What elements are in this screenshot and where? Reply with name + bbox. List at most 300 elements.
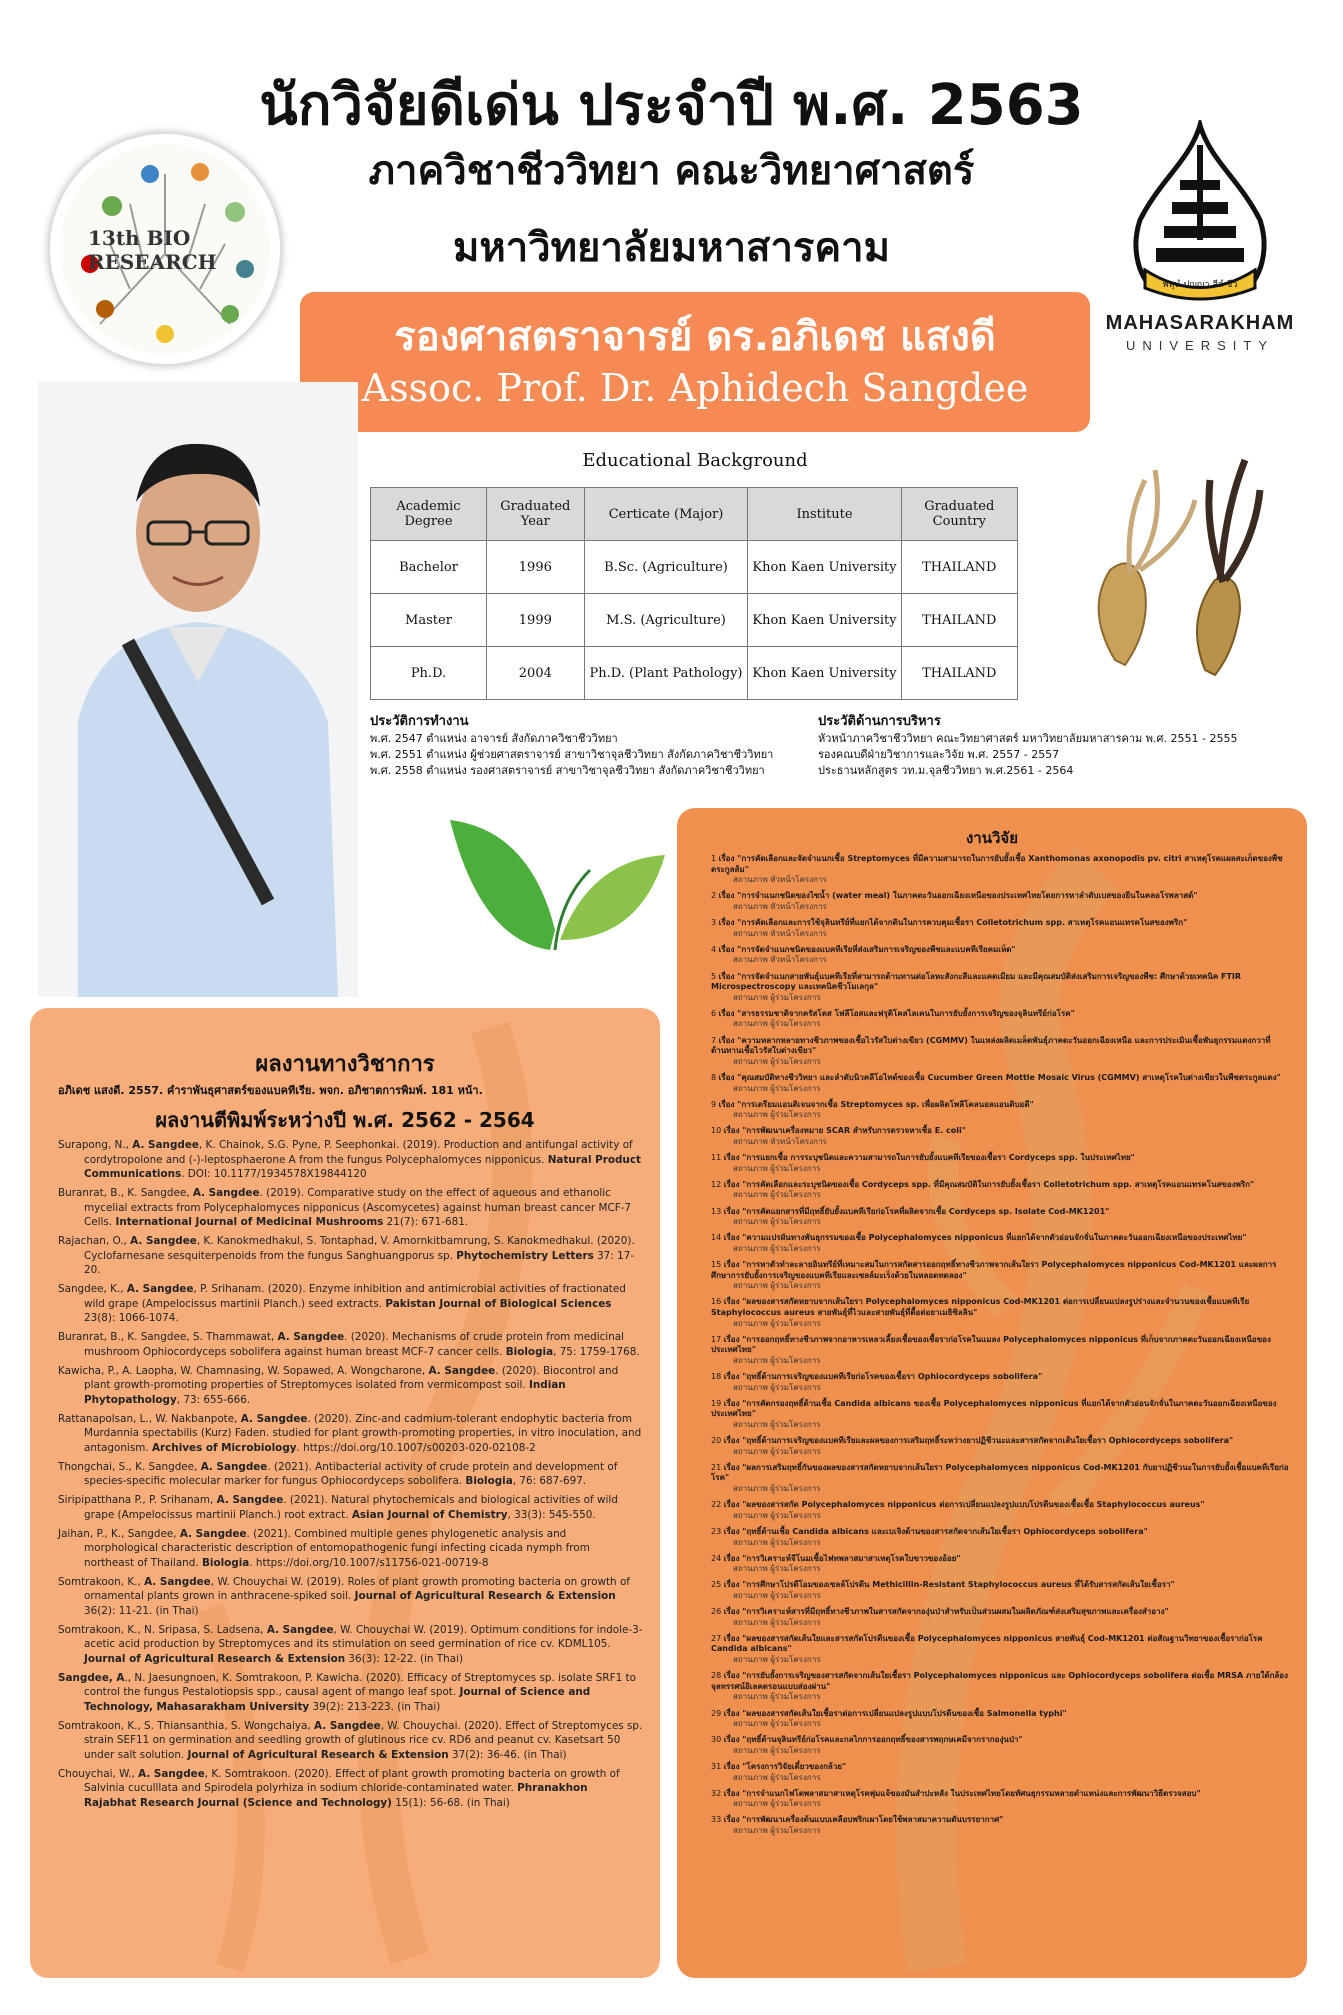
research-item xyxy=(711,1372,1291,1393)
status-value: ผู้ร่วมโครงการ xyxy=(770,1564,821,1574)
publication-text: Chouychai, W., xyxy=(58,1767,139,1780)
status-label: สถานภาพ xyxy=(733,1446,768,1456)
research-item xyxy=(711,1436,1291,1457)
research-status xyxy=(711,1655,1291,1666)
col-country: Graduated Country xyxy=(901,488,1017,541)
research-number: 20 xyxy=(711,1436,722,1446)
status-value: ผู้ร่วมโครงการ xyxy=(770,1484,821,1494)
research-status xyxy=(711,1447,1291,1458)
status-label: สถานภาพ xyxy=(733,1281,768,1291)
research-title: เรื่อง "การหาตัวทำละลายอินทรีย์ที่เหมาะสมในการสกัดสารออกฤทธิ์ทางชีวภาพจากเส้นใยรา Polycephalomyces nipponicus Cod-MK1201 และผลการศึกษาการยับยั้งการเจริญของแบคทีเรียและเซลล์มะเร็งด้วยในหลอดทดลอง" xyxy=(711,1260,1277,1280)
bio-research-badge xyxy=(48,132,282,366)
research-title: เรื่อง "ผลของสารสกัด Polycephalomyces nipponicus ต่อการเปลี่ยนแปลงรูปแบบโปรตีนของเชื้อเชื้อ Staphylococcus aureus" xyxy=(723,1500,1205,1510)
status-value: ผู้ร่วมโครงการ xyxy=(770,1799,821,1809)
research-status xyxy=(711,993,1291,1004)
publication-text: Buranrat, B., K. Sangdee, xyxy=(58,1187,193,1199)
publications-heading: ผลงานตีพิมพ์ระหว่างปี พ.ศ. 2562 - 2564 xyxy=(155,1108,535,1132)
status-label: สถานภาพ xyxy=(733,1692,768,1702)
research-title: เรื่อง "การออกฤทธิ์ทางชีวภาพจากอาหารเหลวเลี้ยงเชื้อของเชื้อราก่อโรคในแมลง Polycephalomyces nipponicus ที่เก็บจากภาคตะวันออกเฉียงเหนือของประเทศไทย" xyxy=(711,1334,1271,1355)
research-title: เรื่อง "การคัดเลือกและระบุชนิดของเชื้อ Cordyceps spp. ที่มีคุณสมบัติในการยับยั้งเชื้อรา Colletotrichum spp. สาเหตุโรคแอนแทรคโนสของพริก" xyxy=(723,1179,1255,1189)
research-title: เรื่อง "การศึกษาโปรตีโอมของเซลล์โปรตีน Methicillin-Resistant Staphylococcus aureus ที่ได้รับสารสกัดเส้นใยเชื้อรา" xyxy=(723,1580,1175,1590)
status-value: ผู้ร่วมโครงการ xyxy=(770,1243,821,1253)
research-item xyxy=(711,1126,1291,1147)
research-item xyxy=(711,1709,1291,1730)
publication-text: Sangdee, K., xyxy=(58,1283,127,1295)
publication-list xyxy=(58,1138,643,1815)
publication-text: 39(2): 213-223. (in Thai) xyxy=(309,1700,441,1713)
research-item xyxy=(711,1607,1291,1628)
work-history-title: ประวัติการทำงาน xyxy=(370,714,469,729)
cell: Master xyxy=(371,594,487,647)
research-title: เรื่อง "การคัดเลือกและการใช้จุลินทรีย์ที่แยกได้จากดินในการควบคุมเชื้อรา Colletotrichum spp. สาเหตุโรคแอนแทรคโนสของพริก" xyxy=(718,918,1188,928)
research-status xyxy=(711,955,1291,966)
research-status xyxy=(711,1190,1291,1201)
publication-text: Rajachan, O., xyxy=(58,1235,131,1247)
publication-text: . (2021). Combined multiple genes phylogenetic analysis and morphological characteristic description of entomopathogenic fungi infecting cicada nymph from northeast of Thailand. xyxy=(84,1527,590,1569)
publication-text: , W. Chouychai. (2020). Effect of Streptomyces sp. strain SEF11 on germination and seedling growth of glutinous rice cv. RD6 and peanut cv. Kasetsart 50 under salt solution. xyxy=(84,1719,643,1761)
research-status xyxy=(711,1383,1291,1394)
publication-item xyxy=(58,1282,643,1326)
publication-text: Somtrakoon, K., N. Sripasa, S. Ladsena, xyxy=(58,1623,267,1636)
research-list xyxy=(711,854,1291,1842)
research-status xyxy=(711,1538,1291,1549)
status-label: สถานภาพ xyxy=(733,1355,768,1365)
research-title: เรื่อง "ความหลากหลายทางชีวภาพของเชื้อไวรัสใบด่างเขียว (CGMMV) ในแหล่งผลิตเมล็ดพันธุ์ภาคตะวันออกเฉียงเหนือ และการประเมินเชื้อพันธุกรรมแตงกวาที่ต้านทานเชื้อไวรัสใบด่างเขียว" xyxy=(711,1035,1271,1056)
status-label: สถานภาพ xyxy=(733,1655,768,1665)
research-status xyxy=(711,1484,1291,1495)
cell: Bachelor xyxy=(371,541,487,594)
publication-text: 21(7): 671-681. xyxy=(383,1216,469,1228)
status-value: ผู้ร่วมโครงการ xyxy=(770,1590,821,1600)
status-value: ผู้ร่วมโครงการ xyxy=(770,1537,821,1547)
cell: THAILAND xyxy=(901,541,1017,594)
status-label: สถานภาพ xyxy=(733,1719,768,1729)
research-number: 3 xyxy=(711,918,717,928)
col-certificate: Certicate (Major) xyxy=(584,488,748,541)
col-year: Graduated Year xyxy=(486,488,584,541)
publication-bold: Archives of Microbiology xyxy=(151,1441,297,1454)
publication-text: . (2021). Natural phytochemicals and biological activities of wild grape (Ampelocissus martinii Planch.) root extract. xyxy=(84,1494,618,1521)
status-value: ผู้ร่วมโครงการ xyxy=(770,1355,821,1365)
publication-bold: Journal of Agricultural Research & Extension xyxy=(354,1590,616,1602)
status-label: สถานภาพ xyxy=(733,1510,768,1520)
publication-bold: A. Sangdee xyxy=(179,1527,247,1540)
research-item xyxy=(711,945,1291,966)
research-title: เรื่อง "การพัฒนาเครื่องต้นแบบเคลือบพริกเผาโดยใช้พลาสมาความดันบรรยากาศ" xyxy=(723,1815,1004,1825)
status-value: ผู้ร่วมโครงการ xyxy=(770,1510,821,1520)
cell: Khon Kaen University xyxy=(748,594,901,647)
research-item xyxy=(711,1233,1291,1254)
research-title: เรื่อง "การยับยั้งการเจริญของสารสกัดจากเส้นใยเชื้อรา Polycephalomyces nipponicus และ Ophiocordyceps sobolifera ต่อเชื้อ MRSA ภายใต้กล้องจุลทรรศน์อิเลคตรอนแบบส่องผ่าน" xyxy=(711,1671,1289,1691)
research-title: เรื่อง "การวิเคราะห์จีโนมเชื้อไฟทพลาสมาสาเหตุโรคใบขาวของอ้อย" xyxy=(723,1553,961,1563)
status-value: ผู้ร่วมโครงการ xyxy=(770,1110,821,1120)
research-item xyxy=(711,1100,1291,1121)
research-number: 7 xyxy=(711,1035,717,1045)
table-row xyxy=(371,594,1018,647)
research-status xyxy=(711,1746,1291,1757)
publication-text: Jaihan, P., K., Sangdee, xyxy=(58,1527,180,1540)
publication-text: Siripipatthana P., P. Srihanam, xyxy=(58,1494,217,1506)
research-number: 26 xyxy=(711,1607,722,1617)
research-number: 30 xyxy=(711,1735,722,1745)
status-label: สถานภาพ xyxy=(733,1056,768,1066)
research-item xyxy=(711,1815,1291,1836)
publication-item xyxy=(58,1527,643,1571)
research-number: 4 xyxy=(711,944,717,954)
research-status xyxy=(711,1137,1291,1148)
publication-item xyxy=(58,1575,643,1619)
academic-book: อภิเดช แสงดี. 2557. คำราพันธุศาสตร์ของแบคทีเรีย. พจก. อภิชาตการพิมพ์. 181 หน้า. xyxy=(58,1084,483,1097)
status-label: สถานภาพ xyxy=(733,1799,768,1809)
status-value: ผู้ร่วมโครงการ xyxy=(770,1163,821,1173)
university-emblem-icon xyxy=(1100,120,1300,310)
publication-text: Surapong, N., xyxy=(58,1139,133,1151)
research-number: 33 xyxy=(711,1815,722,1825)
publication-bold: A. Sangdee xyxy=(132,1139,199,1151)
research-status xyxy=(711,1084,1291,1095)
research-title: เรื่อง "ผลของสารสกัดหยาบจากเส้นใยรา Polycephalomyces nipponicus Cod-MK1201 ต่อการเปลี่ยนแปลงรูปร่างและจำนวนของเชื้อแบคทีเรีย Staphylococcus aureus สายพันธุ์ที่ไวและสายพันธุ์ที่ดื้อต่อยาเมธิซิลลิน" xyxy=(711,1297,1250,1317)
publication-text: 36(3): 12-22. (in Thai) xyxy=(345,1652,464,1665)
research-status xyxy=(711,1618,1291,1629)
status-label: สถานภาพ xyxy=(733,1190,768,1200)
status-value: ผู้ร่วมโครงการ xyxy=(770,1446,821,1456)
publication-bold: A. Sangdee xyxy=(126,1283,194,1295)
research-item xyxy=(711,972,1291,1004)
status-label: สถานภาพ xyxy=(733,1617,768,1627)
research-title: เรื่อง "ผลของสารสกัดเส้นใยและสารสกัดโปรตีนของเชื้อ Polycephalomyces nipponicus สายพันธุ์ Cod-MK1201 ต่อสัณฐานวิทยาของเชื้อราก่อโรค Candida albicans" xyxy=(711,1633,1263,1654)
publication-text: Kawicha, P., A. Laopha, W. Chamnasing, W. Sopawed, A. Wongcharone, xyxy=(58,1364,429,1377)
researcher-name-thai: รองศาสตราจารย์ ดร.อภิเดช แสงดี xyxy=(394,314,996,360)
publication-text: , 75: 1759-1768. xyxy=(553,1345,640,1358)
research-title: เรื่อง "การแยกเชื้อ การระบุชนิดและความสามารถในการยับยั้งแบคทีเรียของเชื้อรา Cordyceps spp. ในประเทศไทย" xyxy=(723,1153,1135,1163)
publication-text: 37: 17-20. xyxy=(84,1249,635,1276)
research-status xyxy=(711,1826,1291,1837)
status-label: สถานภาพ xyxy=(733,1318,768,1328)
research-item xyxy=(711,1789,1291,1810)
research-number: 21 xyxy=(711,1462,722,1472)
publication-bold: A. Sangdee xyxy=(130,1235,197,1247)
research-number: 24 xyxy=(711,1553,722,1563)
publication-bold: Asian Journal of Chemistry xyxy=(351,1508,508,1521)
publication-text: . (2020). Biocontrol and plant growth-promoting properties of Streptomyces isolated from vermicompost soil. xyxy=(84,1364,619,1391)
page-title: นักวิจัยดีเด่น ประจำปี พ.ศ. 2563 xyxy=(259,73,1084,138)
publication-bold: Journal of Agricultural Research & Extension xyxy=(187,1748,449,1761)
status-value: ผู้ร่วมโครงการ xyxy=(770,1655,821,1665)
publication-bold: Journal of Science and Technology, Mahasarakham University xyxy=(84,1686,591,1713)
status-value: ผู้ร่วมโครงการ xyxy=(770,1419,821,1429)
research-status xyxy=(711,1244,1291,1255)
status-label: สถานภาพ xyxy=(733,875,768,885)
research-title: เรื่อง "โครงการวิจัยเตี๋ยวของกล้วย" xyxy=(723,1761,847,1771)
research-title: เรื่อง "การวิเคราะห์สารที่มีฤทธิ์ทางชีวภาพในสารสกัดจากองุ่นป่าสำหรับเป็นส่วนผสมในผลิตภัณฑ์ส่งเสริมสุขภาพและเครื่องสำอาง" xyxy=(723,1607,1169,1617)
publication-text: 37(2): 36-46. (in Thai) xyxy=(448,1748,567,1761)
publication-text: , K. Kanokmedhakul, S. Tontaphad, V. Amornkitbamrung, S. Kanokmedhakul. (2020). Cyclofarnesane sesquiterpenoids from the fungus Sanghuangporus sp. xyxy=(84,1235,635,1262)
logo-motto: พหุนํ ปญฺญา สีลํ ชีวํ xyxy=(1162,280,1238,290)
research-title: เรื่อง "การจัดจำแนกสายพันธุ์แบคทีเรียที่สามารถต้านทานต่อโลหะสังกะสีและแคดเมียม และมีคุณสมบัติส่งเสริมการเจริญของพืช: ศึกษาด้วยเทคนิค FTIR Microspectroscopy และเทคนิคชีวโมเลกุล" xyxy=(711,971,1242,992)
researcher-name-english: Assoc. Prof. Dr. Aphidech Sangdee xyxy=(361,366,1029,410)
research-status xyxy=(711,1164,1291,1175)
status-value: ผู้ร่วมโครงการ xyxy=(770,1826,821,1836)
research-item xyxy=(711,1399,1291,1431)
research-item xyxy=(711,1260,1291,1292)
research-title: เรื่อง "ผลการเสริมฤทธิ์กันของผลของสารสกัดหยาบจากเส้นใยรา Polycephalomyces nipponicus Cod-MK1201 กับยาปฏิชีวนะในการยับยั้งเชื้อแบคทีเรียก่อโรค" xyxy=(711,1462,1289,1483)
publication-bold: Natural Product Communications xyxy=(84,1153,641,1180)
research-item xyxy=(711,1671,1291,1703)
admin-history xyxy=(818,710,1288,779)
research-status xyxy=(711,1110,1291,1121)
publication-bold: Biologia xyxy=(465,1475,513,1487)
publication-item xyxy=(58,1460,643,1489)
research-number: 32 xyxy=(711,1788,722,1798)
publication-text: Thongchai, S., K. Sangdee, xyxy=(58,1460,201,1473)
research-status xyxy=(711,1799,1291,1810)
status-label: สถานภาพ xyxy=(733,1217,768,1227)
col-degree: Academic Degree xyxy=(371,488,487,541)
research-item xyxy=(711,1735,1291,1756)
cell: 1996 xyxy=(486,541,584,594)
status-label: สถานภาพ xyxy=(733,1564,768,1574)
research-number: 9 xyxy=(711,1099,717,1109)
research-status xyxy=(711,1692,1291,1703)
research-title: เรื่อง "การเตรียมแอนติเจนจากเชื้อ Streptomyces sp. เพื่อผลิตโพลีโคลนอลแอนติบอดี" xyxy=(718,1099,1034,1109)
research-item xyxy=(711,1634,1291,1666)
research-number: 8 xyxy=(711,1072,717,1082)
publication-text: . https://doi.org/10.1007/s00203-020-02108-2 xyxy=(296,1441,536,1454)
cell: 2004 xyxy=(486,647,584,700)
research-number: 23 xyxy=(711,1526,722,1536)
publication-text: Somtrakoon, K., S. Thiansanthia, S. Wongchaiya, xyxy=(58,1719,315,1732)
publication-item xyxy=(58,1364,643,1408)
research-number: 31 xyxy=(711,1761,722,1771)
research-title: เรื่อง "คุณสมบัติทางชีววิทยา และลำดับนิวคลีโอไทด์ของเชื้อ Cucumber Green Mottle Mosaic Virus (CGMMV) สาเหตุโรคใบด่างเขียวในพืชตระกูลแตง" xyxy=(718,1072,1281,1082)
publication-bold: A. Sangdee xyxy=(314,1719,381,1732)
research-item xyxy=(711,1762,1291,1783)
research-number: 15 xyxy=(711,1260,722,1270)
status-value: ผู้ร่วมโครงการ xyxy=(770,1056,821,1066)
cell: M.S. (Agriculture) xyxy=(584,594,748,647)
publication-item xyxy=(58,1767,643,1811)
cell: THAILAND xyxy=(901,594,1017,647)
status-label: สถานภาพ xyxy=(733,1772,768,1782)
list-item: รองคณบดีฝ่ายวิชาการและวิจัย พ.ศ. 2557 - 2557 xyxy=(818,748,1060,761)
publication-bold: Sangdee, A xyxy=(58,1671,125,1684)
research-number: 28 xyxy=(711,1671,722,1681)
badge-label: 13th BIO RESEARCH xyxy=(88,226,217,274)
research-number: 17 xyxy=(711,1334,722,1344)
cell: Ph.D. xyxy=(371,647,487,700)
publication-bold: Phytochemistry Letters xyxy=(456,1249,594,1262)
research-item xyxy=(711,1463,1291,1495)
research-title: เรื่อง "ฤทธิ์ต้านการเจริญของแบคทีเรียก่อโรคของเชื้อรา Ophiocordyceps sobolifera" xyxy=(723,1372,1043,1382)
research-title: เรื่อง "ฤทธิ์ต้านเชื้อ Candida albicans และเบเจิงต้านของสารสกัดจากเส้นใยเชื้อรา Ophiocordyceps sobolifera" xyxy=(723,1526,1148,1536)
publication-bold: A. Sangdee xyxy=(144,1575,211,1588)
cell: B.Sc. (Agriculture) xyxy=(584,541,748,594)
research-item xyxy=(711,891,1291,912)
status-value: ผู้ร่วมโครงการ xyxy=(770,1019,821,1029)
status-value: ผู้ร่วมโครงการ xyxy=(770,1281,821,1291)
publication-text: , W. Chouychai W. (2019). Roles of plant growth promoting bacteria on growth of ornamental plants grown in anthracene-spiked soil. xyxy=(84,1575,630,1602)
publication-bold: Phranakhon Rajabhat Research Journal (Science and Technology) xyxy=(84,1782,588,1809)
status-value: หัวหน้าโครงการ xyxy=(770,875,827,885)
status-label: สถานภาพ xyxy=(733,1537,768,1547)
logo-name: MAHASARAKHAM xyxy=(1105,312,1295,334)
education-title: Educational Background xyxy=(582,450,808,471)
research-number: 6 xyxy=(711,1008,717,1018)
admin-history-title: ประวัติด้านการบริหาร xyxy=(818,714,941,729)
research-item xyxy=(711,1073,1291,1094)
research-item xyxy=(711,1036,1291,1068)
publication-item xyxy=(58,1412,643,1456)
status-label: สถานภาพ xyxy=(733,1110,768,1120)
cell: Khon Kaen University xyxy=(748,541,901,594)
table-row xyxy=(371,541,1018,594)
publication-item xyxy=(58,1719,643,1763)
publication-bold: A. Sangdee xyxy=(240,1412,308,1425)
research-status xyxy=(711,1511,1291,1522)
status-value: ผู้ร่วมโครงการ xyxy=(770,1617,821,1627)
research-title: เรื่อง "การพัฒนาเครื่องหมาย SCAR สำหรับการตรวจหาเชื้อ E. coli" xyxy=(723,1126,966,1136)
research-status xyxy=(711,1319,1291,1330)
publication-item xyxy=(58,1186,643,1230)
person-illustration xyxy=(38,382,358,997)
researcher-photo xyxy=(38,382,358,997)
research-item xyxy=(711,1207,1291,1228)
cell: Khon Kaen University xyxy=(748,647,901,700)
publication-text: Buranrat, B., K. Sangdee, S. Thammawat, xyxy=(58,1331,278,1343)
status-value: หัวหน้าโครงการ xyxy=(770,1136,827,1146)
research-item xyxy=(711,1153,1291,1174)
list-item: พ.ศ. 2558 ตำแหน่ง รองศาสตราจารย์ สาขาวิชาจุลชีววิทยา สังกัดภาควิชาชีววิทยา xyxy=(370,764,765,777)
research-title: เรื่อง "การจัดจำแนกชนิดของแบคทีเรียที่ส่งเสริมการเจริญของพืชและแบคทีเรียคมเห็ด" xyxy=(718,944,1016,954)
research-number: 1 xyxy=(711,854,717,863)
status-label: สถานภาพ xyxy=(733,1826,768,1836)
publication-item xyxy=(58,1493,643,1522)
publication-bold: A. Sangdee xyxy=(138,1767,205,1780)
research-number: 2 xyxy=(711,891,717,901)
research-status xyxy=(711,1420,1291,1431)
publication-text: . (2020). Mechanisms of crude protein from medicinal mushroom Ophiocordyceps sobolifera against human breast MCF-7 cancer cells. xyxy=(84,1331,625,1358)
status-label: สถานภาพ xyxy=(733,955,768,965)
publication-text: . DOI: 10.1177/1934578X19844120 xyxy=(181,1168,367,1180)
status-label: สถานภาพ xyxy=(733,992,768,1002)
research-title: เรื่อง "การคัดแยกสารที่มีฤทธิ์ยับยั้งแบคทีเรียก่อโรคที่ผลิตจากเชื้อ Cordyceps sp. Isolate Cod-MK1201" xyxy=(723,1206,1110,1216)
col-institute: Institute xyxy=(748,488,901,541)
status-label: สถานภาพ xyxy=(733,1243,768,1253)
research-title: เรื่อง "การจำแนกไฟโตพลาสมาสาเหตุโรคพุ่มแจ้ของมันสำปะหลัง ในประเทศไทยโดยทัศนธุกรรมหลายตำแหน่งและการพัฒนาวิธีตรวจสอบ" xyxy=(723,1788,1201,1798)
publication-item xyxy=(58,1623,643,1667)
status-label: สถานภาพ xyxy=(733,1382,768,1392)
research-number: 22 xyxy=(711,1500,722,1510)
department-title: ภาควิชาชีววิทยา คณะวิทยาศาสตร์ xyxy=(368,148,975,194)
research-number: 10 xyxy=(711,1126,722,1136)
research-number: 14 xyxy=(711,1233,722,1243)
status-value: ผู้ร่วมโครงการ xyxy=(770,1217,821,1227)
status-value: ผู้ร่วมโครงการ xyxy=(770,1772,821,1782)
status-value: หัวหน้าโครงการ xyxy=(770,928,827,938)
status-label: สถานภาพ xyxy=(733,1083,768,1093)
publication-item xyxy=(58,1330,643,1359)
status-value: ผู้ร่วมโครงการ xyxy=(770,1692,821,1702)
research-title: เรื่อง "ผลของสารสกัดเส้นใยเชื้อราต่อการเปลี่ยนแปลงรูปแบบโปรตีนของเชื้อ Salmonella typhi" xyxy=(723,1708,1067,1718)
cell: 1999 xyxy=(486,594,584,647)
research-item xyxy=(711,1297,1291,1329)
status-value: ผู้ร่วมโครงการ xyxy=(770,1719,821,1729)
publication-item xyxy=(58,1671,643,1715)
research-number: 12 xyxy=(711,1179,722,1189)
publication-bold: A. Sangdee xyxy=(216,1494,284,1506)
fungus-illustration xyxy=(1055,440,1285,690)
status-value: ผู้ร่วมโครงการ xyxy=(770,1318,821,1328)
research-number: 18 xyxy=(711,1372,722,1382)
status-value: ผู้ร่วมโครงการ xyxy=(770,1382,821,1392)
research-status xyxy=(711,902,1291,913)
research-number: 19 xyxy=(711,1398,722,1408)
research-item xyxy=(711,854,1291,886)
leaf-illustration xyxy=(440,800,670,970)
status-value: ผู้ร่วมโครงการ xyxy=(770,992,821,1002)
list-item: พ.ศ. 2551 ตำแหน่ง ผู้ช่วยศาสตราจารย์ สาขาวิชาจุลชีววิทยา สังกัดภาควิชาชีววิทยา xyxy=(370,748,774,761)
publication-bold: A. Sangdee xyxy=(192,1187,260,1199)
publication-bold: A. Sangdee xyxy=(428,1364,496,1377)
publication-text: 15(1): 56-68. (in Thai) xyxy=(391,1796,510,1809)
research-status xyxy=(711,875,1291,886)
research-status xyxy=(711,1019,1291,1030)
research-status xyxy=(711,1591,1291,1602)
research-item xyxy=(711,1335,1291,1367)
list-item: ประธานหลักสูตร วท.ม.จุลชีววิทยา พ.ศ.2561 - 2564 xyxy=(818,764,1074,777)
research-number: 16 xyxy=(711,1297,722,1307)
status-label: สถานภาพ xyxy=(733,1163,768,1173)
status-label: สถานภาพ xyxy=(733,901,768,911)
research-item xyxy=(711,1527,1291,1548)
research-number: 27 xyxy=(711,1633,722,1643)
research-item xyxy=(711,1180,1291,1201)
publication-text: , 33(3): 545-550. xyxy=(507,1508,596,1521)
list-item: พ.ศ. 2547 ตำแหน่ง อาจารย์ สังกัดภาควิชาชีววิทยา xyxy=(370,732,618,745)
research-status xyxy=(711,1057,1291,1068)
status-label: สถานภาพ xyxy=(733,1019,768,1029)
academic-works-panel xyxy=(30,1008,660,1978)
cell: Ph.D. (Plant Pathology) xyxy=(584,647,748,700)
academic-heading: ผลงานทางวิชาการ xyxy=(255,1052,435,1077)
status-value: ผู้ร่วมโครงการ xyxy=(770,1745,821,1755)
publication-bold: A. Sangdee xyxy=(277,1331,345,1343)
publication-text: Rattanapolsan, L., W. Nakbanpote, xyxy=(58,1412,241,1425)
publication-text: , P. Srihanam. (2020). Enzyme inhibition and antimicrobial activities of fractionated wild grape (Ampelocissus martinii Planch.) seed extracts. xyxy=(84,1283,626,1310)
list-item: หัวหน้าภาควิชาชีววิทยา คณะวิทยาศาสตร์ มหาวิทยาลัยมหาสารคาม พ.ศ. 2551 - 2555 xyxy=(818,732,1238,745)
status-label: สถานภาพ xyxy=(733,1590,768,1600)
research-title: เรื่อง "การจำแนกชนิดของไซน้ำ (water meal) ในภาคตะวันออกเฉียงเหนือของประเทศไทยโดยการหาลำดับเบสของยีนในคลอโรพลาสต์" xyxy=(718,891,1198,901)
research-status xyxy=(711,929,1291,940)
university-title: มหาวิทยาลัยมหาสารคาม xyxy=(452,225,890,271)
research-item xyxy=(711,1009,1291,1030)
research-title: เรื่อง "ฤทธิ์ต้านจุลินทรีย์ก่อโรคและกลไกการออกฤทธิ์ของสารพฤกษเคมีจากรากองุ่นป่า" xyxy=(723,1735,1023,1745)
research-title: เรื่อง "ความแปรผันทางพันธุกรรมของเชื้อ Polycephalomyces nipponicus ที่แยกได้จากตัวอ่อนจักจั่นในภาคตะวันออกเฉียงเหนือของประเทศไทย" xyxy=(723,1233,1247,1243)
publication-text: , 73: 655-666. xyxy=(176,1393,251,1406)
table-row xyxy=(371,647,1018,700)
research-number: 29 xyxy=(711,1708,722,1718)
research-item xyxy=(711,1554,1291,1575)
publication-bold: Journal of Agricultural Research & Extension xyxy=(84,1652,346,1665)
research-item xyxy=(711,918,1291,939)
publication-item xyxy=(58,1138,643,1182)
research-status xyxy=(711,1564,1291,1575)
research-item xyxy=(711,1580,1291,1601)
cordyceps-fungus-image xyxy=(1055,440,1285,690)
research-number: 13 xyxy=(711,1206,722,1216)
research-status xyxy=(711,1773,1291,1784)
status-label: สถานภาพ xyxy=(733,928,768,938)
